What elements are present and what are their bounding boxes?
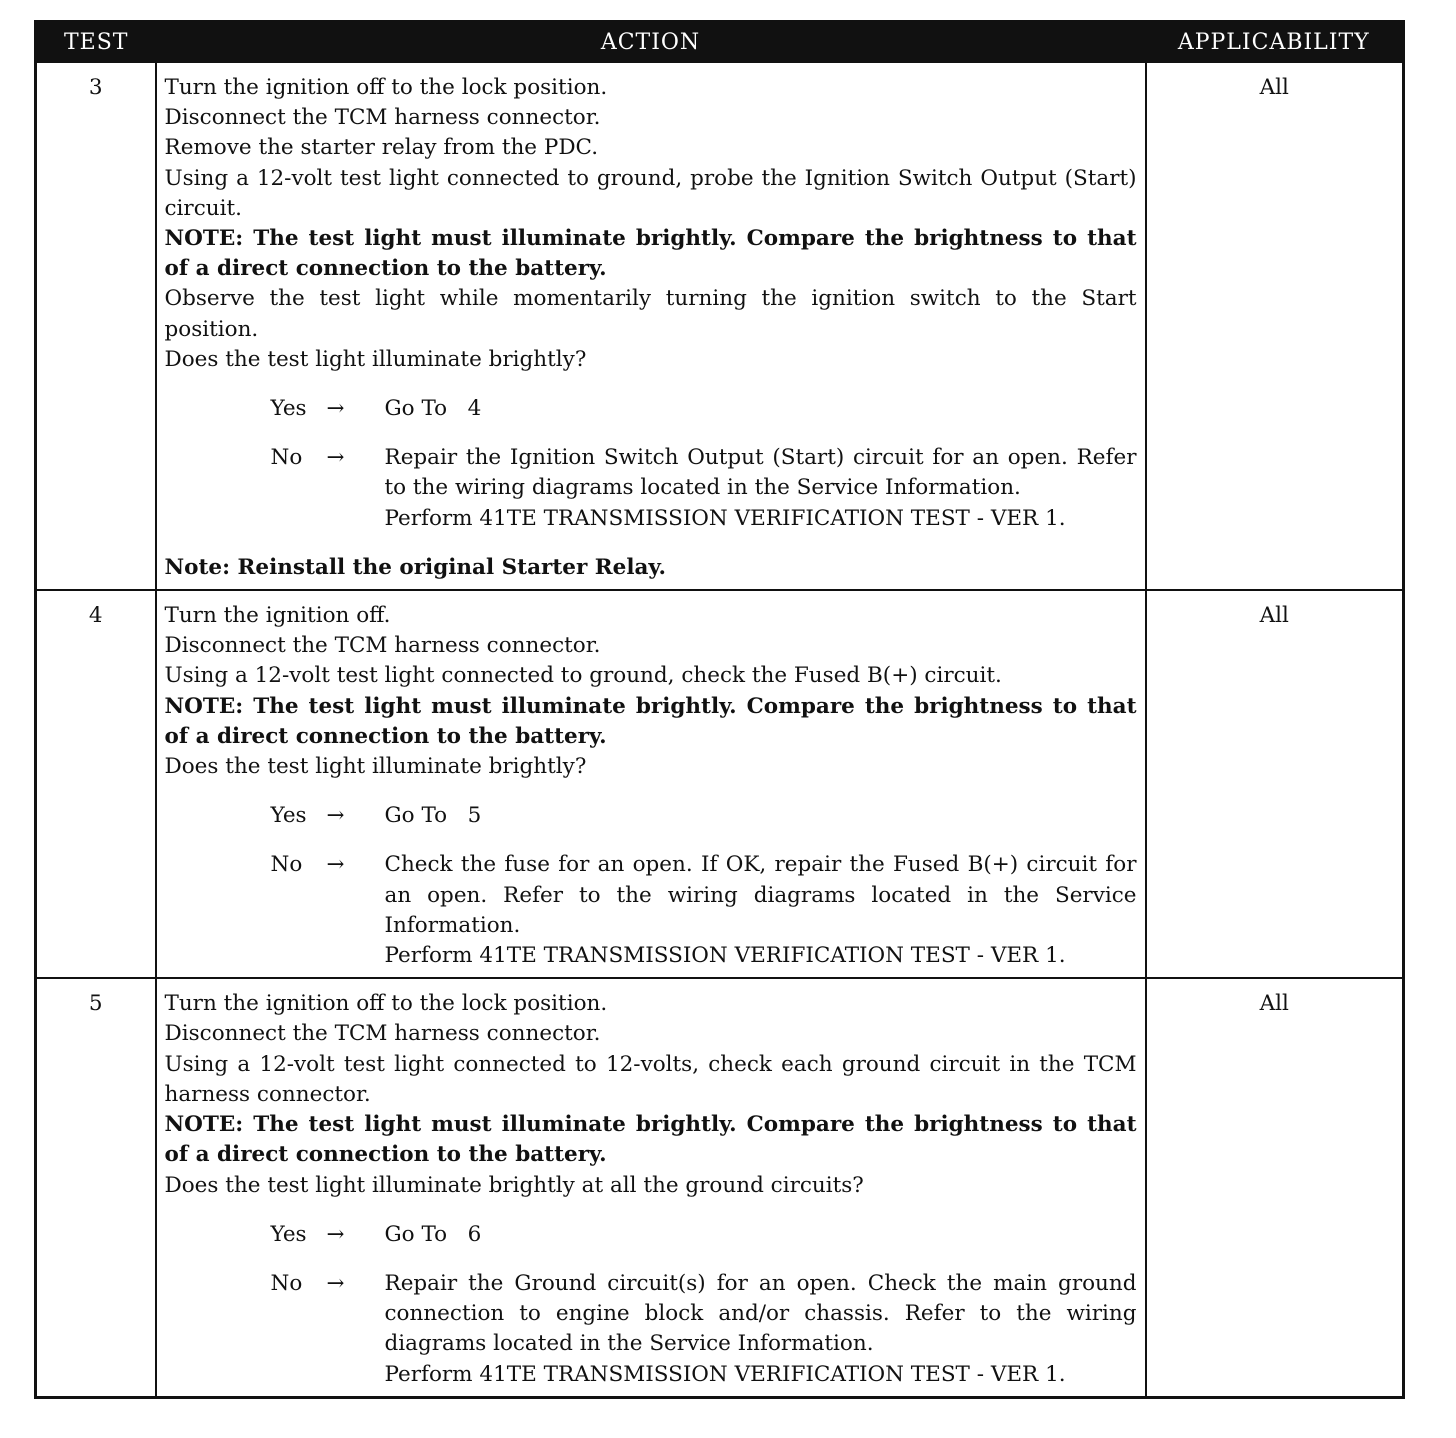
- no-result-line: Check the fuse for an open. If OK, repair the Fused B(+) circuit for an open. Refer to the wiring diagrams located in the Service Information.: [384, 852, 1137, 938]
- action-step: Using a 12-volt test light connected to ground, probe the Ignition Switch Output (Start) circuit.: [164, 165, 1137, 221]
- action-cell: [156, 62, 1146, 590]
- diagnostic-table: [34, 20, 1405, 1399]
- test-number: 5: [36, 978, 156, 1397]
- no-result: [385, 443, 1137, 534]
- outcome-no: [271, 850, 1137, 971]
- action-step: Using a 12-volt test light connected to ground, check the Fused B(+) circuit.: [164, 663, 1002, 689]
- action-cell: [156, 590, 1146, 978]
- applicability-value: All: [1146, 62, 1404, 590]
- action-question: Does the test light illuminate brightly?: [164, 754, 587, 780]
- no-result-line: Perform 41TE TRANSMISSION VERIFICATION TEST - VER 1.: [384, 943, 1066, 969]
- applicability-value: All: [1146, 978, 1404, 1397]
- no-label: No: [270, 852, 303, 878]
- outcome-no: [271, 1269, 1137, 1390]
- right-arrow-icon: →: [326, 396, 345, 422]
- action-note: NOTE: The test light must illuminate brightly. Compare the brightness to that of a direct connection to the battery.: [164, 1112, 1137, 1168]
- outcome-no: [271, 443, 1137, 534]
- no-result-line: Repair the Ground circuit(s) for an open. Check the main ground connection to engine block and/or chassis. Refer to the wiring diagrams located in the Service Information.: [384, 1270, 1137, 1357]
- no-result-line: Perform 41TE TRANSMISSION VERIFICATION TEST - VER 1.: [384, 1361, 1066, 1387]
- action-step: Remove the starter relay from the PDC.: [164, 135, 599, 161]
- action-step: Disconnect the TCM harness connector.: [164, 105, 601, 131]
- yes-label: Yes: [270, 396, 307, 422]
- test-number: 3: [36, 62, 156, 590]
- no-label: No: [270, 445, 303, 471]
- action-note: NOTE: The test light must illuminate brightly. Compare the brightness to that of a direct connection to the battery.: [164, 226, 1137, 282]
- applicability-value: All: [1146, 590, 1404, 978]
- right-arrow-icon: →: [326, 1270, 345, 1296]
- outcomes: [271, 394, 1137, 534]
- test-number: 4: [36, 590, 156, 978]
- outcomes: [271, 1220, 1137, 1390]
- action-step: Observe the test light while momentarily turning the ignition switch to the Start position.: [164, 286, 1137, 342]
- action-step: Using a 12-volt test light connected to 12-volts, check each ground circuit in the TCM harness connector.: [164, 1051, 1137, 1107]
- header-test: TEST: [36, 22, 156, 63]
- header-action: ACTION: [156, 22, 1146, 63]
- no-result-line: Perform 41TE TRANSMISSION VERIFICATION TEST - VER 1.: [384, 505, 1066, 531]
- no-result-line: Repair the Ignition Switch Output (Start) circuit for an open. Refer to the wiring diagrams located in the Service Information.: [384, 445, 1137, 501]
- yes-result: Go To 4: [384, 396, 482, 422]
- outcome-yes: [271, 801, 1137, 831]
- diagnostic-test-sheet: [34, 20, 1402, 1399]
- action-note: NOTE: The test light must illuminate brightly. Compare the brightness to that of a direct connection to the battery.: [164, 693, 1137, 749]
- table-row: [36, 62, 1404, 590]
- header-applicability: APPLICABILITY: [1146, 22, 1404, 63]
- action-step: Turn the ignition off to the lock position.: [164, 75, 608, 100]
- action-step: Disconnect the TCM harness connector.: [164, 1021, 601, 1047]
- action-question: Does the test light illuminate brightly?: [164, 346, 587, 372]
- right-arrow-icon: →: [326, 445, 345, 471]
- action-step: Turn the ignition off.: [164, 603, 391, 629]
- no-result: [385, 1269, 1137, 1390]
- outcomes: [271, 801, 1137, 971]
- yes-label: Yes: [270, 1221, 307, 1247]
- no-result: [385, 850, 1137, 971]
- header-row: [36, 22, 1404, 63]
- no-label: No: [270, 1270, 303, 1296]
- action-question: Does the test light illuminate brightly at all the ground circuits?: [164, 1172, 864, 1198]
- yes-label: Yes: [270, 803, 307, 829]
- table-row: [36, 978, 1404, 1397]
- right-arrow-icon: →: [326, 852, 345, 878]
- right-arrow-icon: →: [326, 803, 345, 829]
- outcome-yes: [271, 394, 1137, 424]
- outcome-yes: [271, 1220, 1137, 1250]
- yes-result: Go To 5: [384, 803, 482, 829]
- action-cell: [156, 978, 1146, 1397]
- action-step: Turn the ignition off to the lock position.: [164, 991, 608, 1017]
- table-row: [36, 590, 1404, 978]
- action-step: Disconnect the TCM harness connector.: [164, 633, 601, 659]
- reinstall-note: Note: Reinstall the original Starter Relay.: [164, 554, 666, 580]
- yes-result: Go To 6: [384, 1221, 482, 1247]
- right-arrow-icon: →: [326, 1221, 345, 1247]
